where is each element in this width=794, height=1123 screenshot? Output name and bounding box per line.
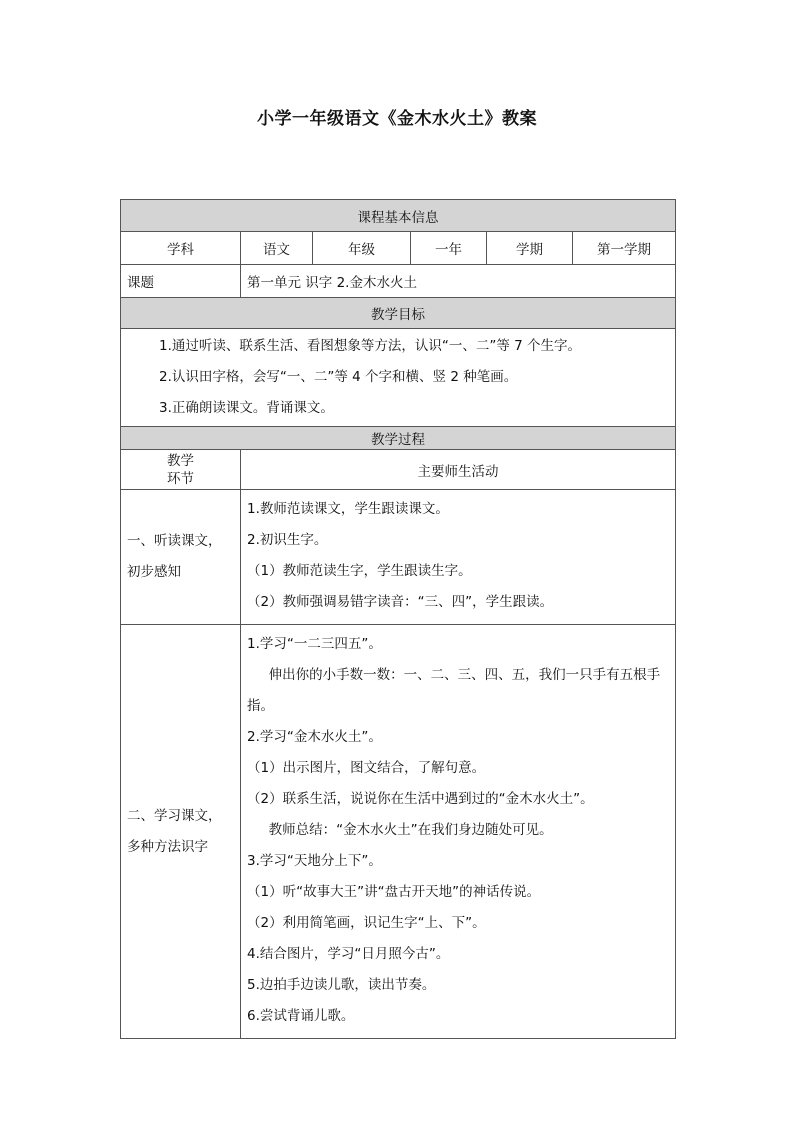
activity-line: 伸出你的小手数一数：一、二、三、四、五，我们一只手有五根手指。	[247, 667, 661, 714]
process-columns-row	[121, 450, 676, 490]
topic-row	[121, 265, 676, 298]
grade-value: 一年	[411, 232, 487, 265]
grade-label: 年级	[313, 232, 411, 265]
stage-header-line: 环节	[167, 470, 194, 487]
stage-row	[121, 625, 676, 1039]
stage-name-cell	[121, 490, 241, 625]
topic-label: 课题	[121, 265, 241, 298]
objective-item: 1.通过听读、联系生活、看图想象等方法，认识“一、二”等 7 个生字。	[159, 338, 582, 354]
objectives-header: 教学目标	[121, 298, 676, 329]
objective-item: 3.正确朗读课文。背诵课文。	[159, 400, 334, 416]
activity-line: （1）教师范读生字，学生跟读生字。	[247, 563, 472, 579]
activity-line: 2.初识生字。	[247, 532, 328, 548]
document-title: 小学一年级语文《金木水火土》教案	[257, 109, 537, 129]
objectives-cell	[121, 329, 676, 427]
process-header-row	[121, 427, 676, 450]
activity-line: 3.学习“天地分上下”。	[247, 853, 382, 869]
stage-name-line: 多种方法识字	[127, 838, 208, 855]
activity-line: 2.学习“金木水火土”。	[247, 729, 382, 745]
objective-item: 2.认识田字格，会写“一、二”等 4 个字和横、竖 2 种笔画。	[159, 369, 518, 385]
lesson-plan-table	[120, 199, 676, 1039]
activities-column-header: 主要师生活动	[241, 450, 676, 490]
stage-activities-cell	[241, 625, 676, 1039]
stage-name-cell	[121, 625, 241, 1039]
activity-line: （1）听“故事大王”讲“盘古开天地”的神话传说。	[247, 884, 541, 900]
term-label: 学期	[487, 232, 573, 265]
objectives-header-row	[121, 298, 676, 329]
activity-line: （2）联系生活，说说你在生活中遇到过的“金木水火土”。	[247, 791, 594, 807]
basic-info-header: 课程基本信息	[121, 200, 676, 232]
stage-name-line: 二、学习课文，	[127, 807, 222, 824]
stage-name-line: 初步感知	[127, 564, 181, 580]
activity-line: （2）教师强调易错字读音：“三、四”，学生跟读。	[247, 594, 554, 610]
activity-line: 1.学习“一二三四五”。	[247, 636, 382, 652]
activity-line: 1.教师范读课文，学生跟读课文。	[247, 501, 449, 517]
activity-line: 5.边拍手边读儿歌，读出节奏。	[247, 977, 436, 993]
stage-column-header	[121, 450, 241, 490]
info-row	[121, 232, 676, 265]
stage-header-line: 教学	[167, 452, 194, 469]
topic-value: 第一单元 识字 2.金木水火土	[241, 265, 676, 298]
stage-activities-cell	[241, 490, 676, 625]
activity-line: 4.结合图片，学习“日月照今古”。	[247, 946, 450, 962]
activity-line: 教师总结：“金木水火土”在我们身边随处可见。	[268, 822, 553, 838]
subject-label: 学科	[121, 232, 241, 265]
activity-line: 6.尝试背诵儿歌。	[247, 1008, 355, 1024]
stage-name-line: 一、听读课文，	[127, 533, 222, 549]
activity-line: （2）利用简笔画，识记生字“上、下”。	[247, 915, 486, 931]
basic-info-header-row	[121, 200, 676, 232]
activity-line: （1）出示图片，图文结合，了解句意。	[247, 760, 486, 776]
process-header: 教学过程	[121, 427, 676, 450]
objectives-row	[121, 329, 676, 427]
subject-value: 语文	[241, 232, 313, 265]
term-value: 第一学期	[573, 232, 676, 265]
stage-row	[121, 490, 676, 625]
